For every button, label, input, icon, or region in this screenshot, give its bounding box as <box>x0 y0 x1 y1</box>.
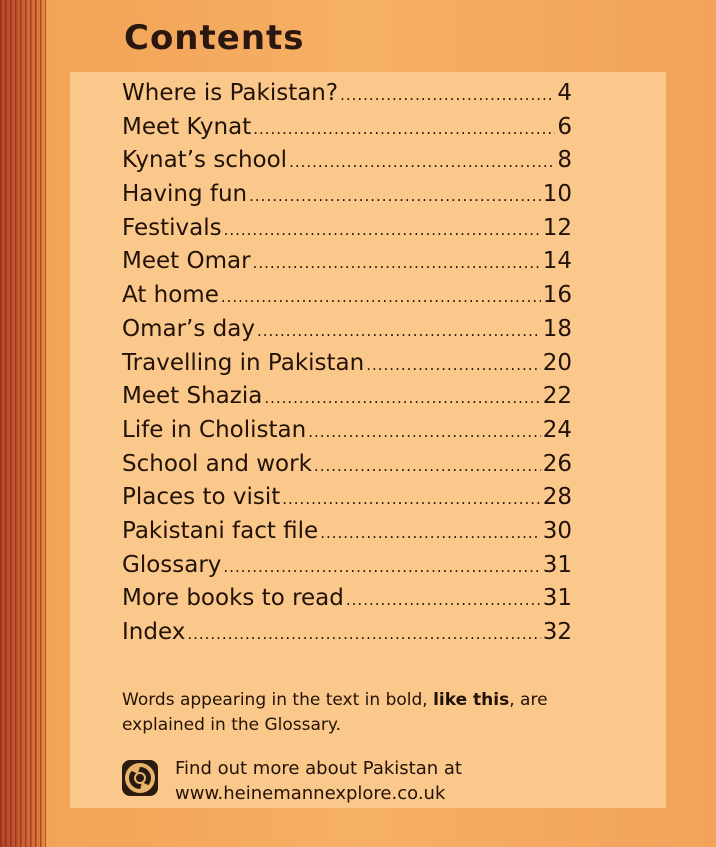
toc-page-number: 32 <box>542 619 572 645</box>
toc-entry[interactable] <box>122 417 572 451</box>
toc-leader-dots <box>289 153 555 171</box>
toc-entry[interactable] <box>122 282 572 316</box>
toc-page-number: 24 <box>542 416 572 443</box>
toc-entry[interactable] <box>122 619 572 653</box>
toc-leader-dots <box>253 254 541 272</box>
toc-entry[interactable] <box>122 350 572 384</box>
toc-entry-title: At home <box>122 282 219 309</box>
toc-page-number: 8 <box>557 147 572 174</box>
toc-page-number: 6 <box>557 113 572 140</box>
toc-page-number: 22 <box>542 383 572 410</box>
toc-leader-dots <box>249 187 541 205</box>
explore-website-link[interactable]: www.heinemannexplore.co.uk <box>175 783 446 804</box>
toc-entry-title: Where is Pakistan? <box>122 80 339 106</box>
toc-leader-dots <box>224 221 541 239</box>
toc-entry[interactable] <box>122 248 572 282</box>
toc-leader-dots <box>314 457 541 475</box>
page-title: Contents <box>124 18 305 58</box>
toc-entry[interactable] <box>122 215 572 249</box>
toc-entry-title: Meet Kynat <box>122 113 252 140</box>
toc-page-number: 12 <box>542 214 572 241</box>
toc-entry-title: More books to read <box>122 585 344 612</box>
toc-leader-dots <box>187 625 540 643</box>
toc-entry[interactable] <box>122 552 572 586</box>
toc-page-number: 10 <box>542 181 572 208</box>
toc-leader-dots <box>257 322 541 340</box>
toc-entry-title: Index <box>122 619 186 645</box>
toc-entry-title: School and work <box>122 450 312 477</box>
toc-entry[interactable] <box>122 451 572 485</box>
toc-entry[interactable] <box>122 80 572 114</box>
toc-leader-dots <box>223 558 540 576</box>
toc-entry[interactable] <box>122 114 572 148</box>
toc-leader-dots <box>282 490 540 508</box>
toc-leader-dots <box>320 524 541 542</box>
explore-more-text <box>175 756 462 806</box>
toc-entry-title: Places to visit <box>122 484 281 511</box>
toc-leader-dots <box>340 86 555 104</box>
toc-entry-title: Life in Cholistan <box>122 416 307 443</box>
toc-entry-title: Having fun <box>122 181 248 208</box>
toc-leader-dots <box>221 288 541 306</box>
toc-entry[interactable] <box>122 316 572 350</box>
toc-entry[interactable] <box>122 484 572 518</box>
decorative-side-strip <box>0 0 46 847</box>
toc-entry-title: Omar’s day <box>122 315 255 342</box>
toc-page-number: 4 <box>557 80 572 106</box>
glossary-note-text-end: , are explained in the Glossary. <box>122 690 548 735</box>
toc-page-number: 30 <box>542 517 572 544</box>
toc-page-number: 14 <box>542 248 572 275</box>
toc-page-number: 20 <box>542 349 572 376</box>
toc-entry[interactable] <box>122 518 572 552</box>
explore-web-icon <box>120 758 160 798</box>
table-of-contents <box>122 80 572 653</box>
toc-entry-title: Meet Shazia <box>122 383 263 410</box>
toc-entry[interactable] <box>122 147 572 181</box>
toc-page-number: 26 <box>542 450 572 477</box>
toc-page-number: 28 <box>542 484 572 511</box>
toc-entry[interactable] <box>122 383 572 417</box>
toc-leader-dots <box>308 423 541 441</box>
glossary-note-bold-example: like this <box>433 690 510 710</box>
toc-entry-title: Kynat’s school <box>122 147 288 174</box>
toc-leader-dots <box>366 356 540 374</box>
toc-page-number: 31 <box>542 551 572 578</box>
explore-more-line: Find out more about Pakistan at <box>175 758 462 779</box>
toc-entry-title: Travelling in Pakistan <box>122 349 365 376</box>
toc-page-number: 31 <box>542 585 572 612</box>
toc-page-number: 18 <box>542 315 572 342</box>
toc-entry[interactable] <box>122 585 572 619</box>
toc-leader-dots <box>346 591 541 609</box>
contents-panel <box>70 72 666 808</box>
toc-page-number: 16 <box>542 282 572 309</box>
glossary-note-text: Words appearing in the text in bold, <box>122 690 434 710</box>
toc-leader-dots <box>264 389 540 407</box>
glossary-note <box>122 688 602 738</box>
toc-entry[interactable] <box>122 181 572 215</box>
toc-leader-dots <box>253 120 555 138</box>
toc-entry-title: Pakistani fact file <box>122 517 319 544</box>
toc-entry-title: Meet Omar <box>122 248 251 275</box>
toc-entry-title: Glossary <box>122 551 222 578</box>
toc-entry-title: Festivals <box>122 214 222 241</box>
